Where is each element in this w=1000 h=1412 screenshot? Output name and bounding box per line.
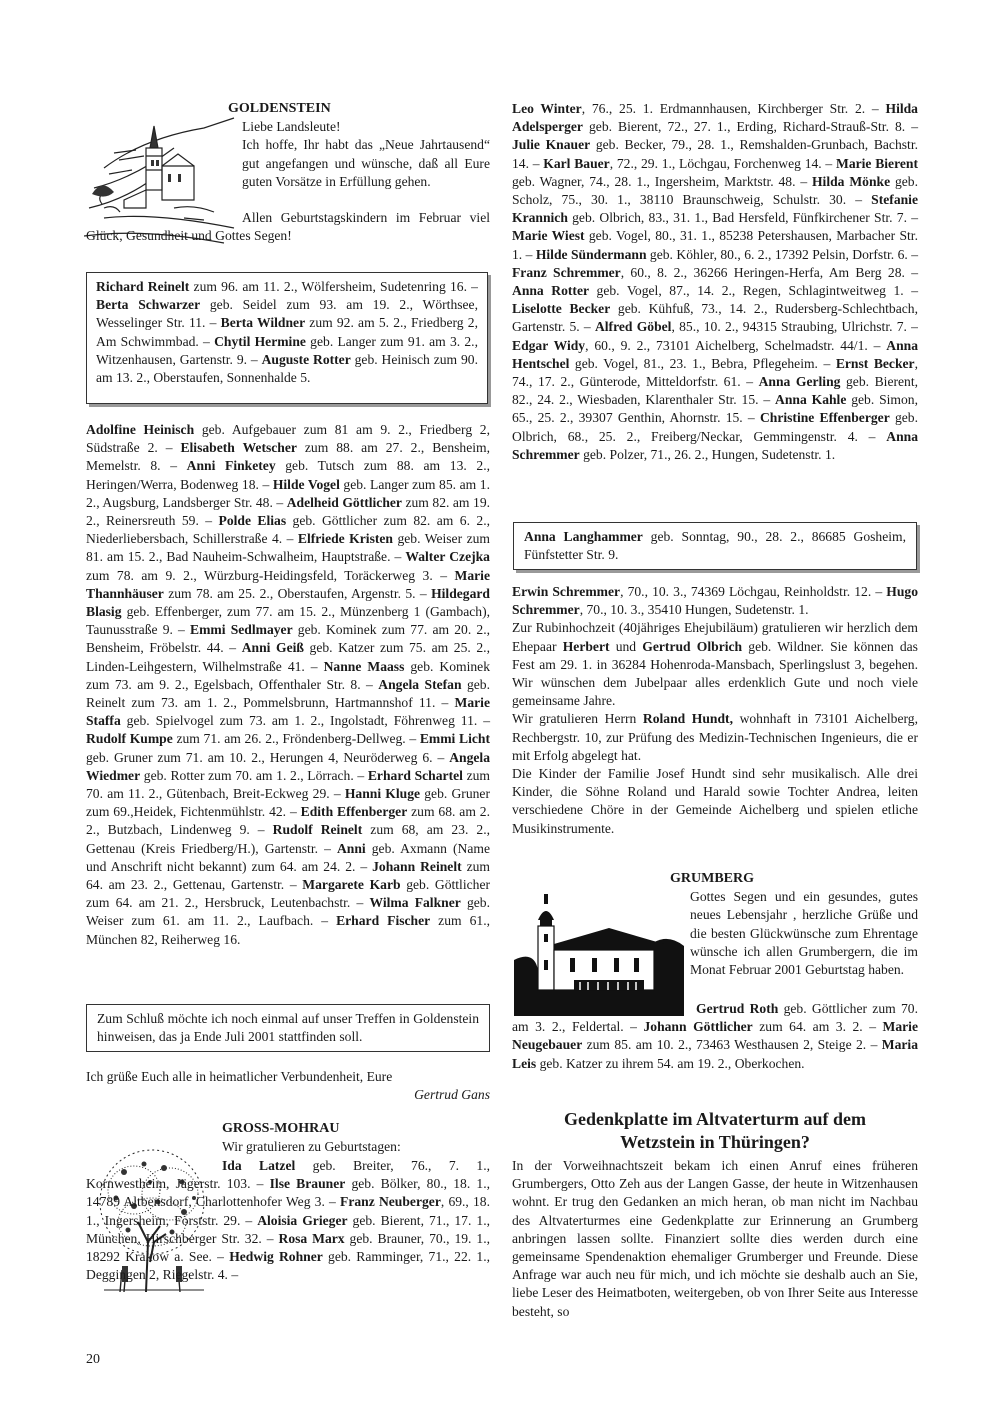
goldenstein-boxed-list: [96, 279, 478, 385]
person-details: geb. Rotter zum 70. am 1. 2., Lörrach. –: [140, 767, 368, 783]
person-details: , 76., 25. 1. Erdmannhausen, Kirchberger Str. 2. –: [581, 101, 886, 116]
person-name: Anni: [336, 840, 366, 856]
person-details: geb. Gruner zum 71. am 10. 2., Herungen 4, Neuröderweg 6. –: [86, 749, 450, 765]
goldenstein-signature: Gertrud Gans: [414, 1087, 490, 1103]
person-details: , 70., 10. 3., 35410 Hungen, Sudetenstr. 1.: [579, 602, 809, 618]
person-name: Julie Knauer: [512, 137, 591, 153]
person-name: Franz Neuberger: [340, 1194, 441, 1210]
gross-mohrau-list-right: [512, 100, 918, 464]
person-name: Edith Effenberger: [300, 804, 408, 820]
person-name: Angela Stefan: [378, 676, 462, 692]
person-name: Emmi Sedlmayer: [190, 622, 293, 638]
person-name: Anni Geiß: [241, 640, 304, 656]
person-name: Marie Wiest: [512, 228, 585, 244]
ruby-pre: Zur Rubinhochzeit (40jähriges Ehejubiläum) gratulieren wir herzlich dem Ehepaar: [512, 620, 918, 654]
person-details: geb. Ramminger, 71., 22. 1., Deggingen 2, Riegelstr. 4. –: [86, 1249, 490, 1283]
person-details: geb. Polzer, 71., 26. 2., Hungen, Sudetenstr. 1.: [579, 446, 836, 462]
goldenstein-closing-box: [86, 1004, 490, 1052]
person-details: geb. Breiter, 76., 7. 1., Kornwestheim, Jägerstr. 103. –: [86, 1158, 491, 1192]
hundt-family-paragraph: Die Kinder der Familie Josef Hundt sind sehr musikalisch. Alle drei Kinder, die Söhne Roland und Harald sowie Tochter Andrea, leiten verschiedene Chöre in der Gemeinde Aichelberg und spielen etliche Musikinstrumente.: [512, 766, 918, 836]
goldenstein-heading: GOLDENSTEIN: [228, 101, 331, 116]
person-name: Hilda Adelsperger: [512, 101, 918, 135]
person-details: geb. Kominek zum 77. am 20. 2., Bensheim, Fröbelstr. 44. –: [86, 622, 490, 656]
person-name: Anna Rotter: [512, 283, 590, 299]
goldenstein-farewell: [86, 1068, 490, 1104]
ruby-mid: und: [609, 638, 643, 654]
person-details: geb. Katzer zu ihrem 54. am 19. 2., Oberkochen.: [536, 1055, 805, 1071]
person-details: geb. Olbrich, 83., 31. 1., Bad Hersfeld, Fünfkirchener Str. 7. –: [567, 210, 918, 226]
person-details: geb. Weiser zum 61. am 11. 2., Laufbach. –: [86, 895, 490, 929]
person-name: Hugo Schremmer: [512, 584, 918, 618]
person-details: , 60., 8. 2., 36266 Heringen-Herfa, Am Berg 28. –: [620, 264, 918, 280]
person-details: geb. Effenberger, zum 77. am 15. 2., Münzenberg 1 (Gambach), Taunusstraße 9. –: [86, 604, 490, 638]
person-details: geb. Bierent, 71., 17. 1., München, Hirschberger Str. 32. –: [86, 1212, 490, 1246]
person-details: zum 92. am 5. 2., Friedberg 2, Am Schwimmbad. –: [96, 315, 478, 349]
gross-mohrau-list-continued: [512, 100, 918, 464]
person-details: zum 78. am 25. 2., Oberstaufen, Argenstr. 5. –: [163, 585, 432, 601]
gross-mohrau-heading: GROSS-MOHRAU: [222, 1121, 340, 1136]
person-name: Franz Schremmer: [512, 264, 621, 280]
person-details: zum 64. am 3. 2. –: [752, 1019, 883, 1035]
person-name: Rosa Marx: [278, 1230, 345, 1246]
person-name: Anna Schremmer: [512, 428, 918, 462]
person-name: Edgar Widy: [512, 337, 586, 353]
person-name: Johann Göttlicher: [643, 1019, 753, 1035]
grumberg-heading: GRUMBERG: [670, 871, 754, 886]
goldenstein-wishes: [86, 209, 490, 245]
person-details: geb. Göttlicher zum 70. am 3. 2., Feldertal. –: [512, 1001, 918, 1035]
person-details: zum 64. am 23. 2., Gettenau, Gartenstr. –: [86, 858, 490, 893]
person-name: Elfriede Kristen: [297, 531, 393, 547]
person-name: Hilde Vogel: [272, 476, 340, 492]
person-details: geb. Köhler, 80., 6. 2., 17392 Pelsin, Dorfstr. 6. –: [646, 246, 918, 262]
person-name: Marie Thannhäuser: [86, 567, 490, 601]
person-name: Berta Wildner: [220, 315, 306, 331]
person-details: geb. Kühfuß, 73., 14. 2., Rudersberg-Schlechtbach, Gartenstr. 5. –: [512, 301, 918, 335]
goldenstein-list-paragraph: [86, 421, 490, 949]
person-name: Auguste Rotter: [261, 351, 351, 367]
gross-mohrau-boxed-birthday: [513, 522, 917, 570]
person-details: geb. Kominek zum 73. am 9. 2., Egelsbach, Offenthaler Str. 8. –: [86, 658, 491, 692]
person-name: Margarete Karb: [302, 877, 401, 893]
person-name: Chytil Hermine: [214, 333, 306, 349]
person-name: Elisabeth Wetscher: [180, 440, 297, 456]
person-details: geb. Langer zum 85. am 1. 2., Augsburg, Landsberger Str. 48. –: [86, 476, 490, 510]
person-name: Rudolf Reinelt: [272, 822, 363, 838]
person-details: geb. Bölker, 80., 18. 1., 14789 Altbensdorf, Charlottenhofer Weg 3. –: [86, 1176, 490, 1210]
person-details: zum 82. am 19. 2., Reinersreuth 59. –: [86, 494, 491, 529]
person-name: Berta Schwarzer: [96, 297, 201, 313]
person-name: Nanne Maass: [323, 658, 405, 674]
hundt-name: Roland Hundt,: [642, 711, 733, 727]
person-details: geb. Göttlicher zum 64. am 21. 2., Hersbruck, Leutenbachstr. –: [86, 877, 491, 911]
article-body-container: [512, 1157, 918, 1321]
person-name: Gertrud Roth: [696, 1001, 779, 1016]
person-details: geb. Becker, 79., 28. 1., Remshalden-Grunbach, Bachstr. 14. –: [512, 137, 918, 171]
person-details: geb. Brauner, 70., 19. 1., 18292 Krakow a. See. –: [86, 1230, 490, 1265]
person-name: Walter Czejka: [405, 549, 490, 565]
person-details: geb. Langer zum 91. am 3. 2., Witzenhausen, Gartenstr. 9. –: [96, 333, 478, 367]
grumberg-list: [512, 1000, 918, 1073]
goldenstein-greeting: Liebe Landsleute!: [242, 119, 341, 135]
gross-mohrau-list2: [512, 583, 918, 619]
grumberg-section: [670, 870, 918, 979]
person-name: Ida Latzel: [222, 1158, 296, 1173]
person-name: Polde Elias: [218, 513, 287, 529]
person-details: , 70., 10. 3., 74369 Löchgau, Reinholdstr. 12. –: [620, 584, 887, 599]
goldenstein-wishes-text: Allen Geburtstagskindern im Februar viel Glück, Gesundheit und Gottes Segen!: [86, 210, 490, 244]
person-details: zum 71. am 26. 2., Fröndenberg-Dellweg. –: [172, 731, 420, 747]
person-details: geb. Heinisch zum 90. am 13. 2., Oberstaufen, Sonnenhalde 5.: [96, 351, 478, 386]
person-details: , 74., 17. 2., Günterode, Mitteldorfstr. 61. –: [512, 355, 918, 390]
person-name: Christine Effenberger: [759, 410, 890, 426]
person-details: geb. Weiser zum 81. am 15. 2., Bad Nauheim-Schwalheim, Hauptstraße. –: [86, 531, 490, 565]
goldenstein-intro: [228, 100, 490, 191]
person-details: geb. Spielvogel zum 73. am 1. 2., Ingolstadt, Föhrenweg 11. –: [120, 713, 490, 729]
person-details: geb. Reinelt zum 73. am 1. 2., Pommelsbrunn, Hartmannshof 11. –: [86, 676, 490, 711]
ruby-post: geb. Wildner. Sie können das Fest am 29. 1. in 36284 Hohenroda-Mansbach, Sperlingslust 3, begehen. Wir wünschen dem Jubelpaar alles erdenklich Gute und noch viele gemeinsame Jahre.: [512, 638, 918, 709]
person-name: Anna Hentschel: [512, 337, 918, 371]
person-details: geb. Seidel zum 93. am 19. 2., Wörthsee, Wesselinger Str. 11. –: [96, 297, 478, 331]
person-name: Anni Finketey: [186, 458, 276, 474]
gross-mohrau-boxed-entry: [524, 529, 906, 562]
gross-mohrau-section: [222, 1120, 490, 1156]
ruby-name-1: Herbert: [562, 638, 610, 654]
person-details: , 72., 29. 1., Löchgau, Forchenweg 14. –: [609, 155, 836, 171]
person-details: geb. Simon, 65., 25. 2., 39307 Genthin, Ahornstr. 15. –: [512, 392, 918, 426]
person-details: geb. Wagner, 74., 28. 1., Ingersheim, Marktstr. 48. –: [512, 173, 812, 189]
goldenstein-farewell-text: Ich grüße Euch alle in heimatlicher Verbundenheit, Eure: [86, 1069, 393, 1084]
person-details: geb. Olbrich, 68., 25. 2., Freiberg/Neckar, Gemmingenstr. 4. –: [512, 410, 918, 444]
person-details: geb. Vogel, 80., 31. 1., 85238 Petershausen, Marbacher Str. 1. –: [512, 228, 918, 262]
person-details: geb. Axmann (Name und Anschrift nicht bekannt) zum 64. am 24. 2. –: [86, 840, 490, 874]
person-details: zum 96. am 11. 2., Wölfersheim, Sudetenring 16. –: [189, 279, 478, 294]
person-details: zum 85. am 10. 2., 73463 Westhausen 2, Steige 2. –: [582, 1037, 882, 1053]
person-name: Maria Leis: [512, 1037, 918, 1071]
person-name: Marie Bierent: [835, 155, 918, 171]
hundt-pre: Wir gratulieren Herrn: [512, 711, 643, 727]
person-name: Liselotte Becker: [512, 301, 611, 317]
person-details: zum 78. am 9. 2., Würzburg-Heidingsfeld, Toräckerweg 3. –: [86, 567, 455, 583]
person-details: , 69., 18. 1., Ingersheim, Forststr. 29. –: [86, 1194, 491, 1228]
person-details: geb. Göttlicher zum 82. am 6. 2., Niederliebersbach, Schillerstraße 4. –: [86, 513, 490, 547]
hundt-paragraph: [512, 710, 918, 765]
person-name: Stefanie Krannich: [512, 192, 918, 226]
person-name: Ernst Becker: [835, 355, 915, 371]
person-details: geb. Scholz, 75., 30. 1., 38110 Braunschweig, Schulstr. 30. –: [512, 173, 918, 208]
grumberg-church-sketch: [514, 890, 684, 1016]
person-name: Anna Langhammer: [524, 529, 643, 544]
grumberg-list-container: [512, 1000, 918, 1073]
person-details: zum 68, am 23. 2., Gettenau (Kreis Friedberg/H.), Gartenstr. –: [86, 822, 490, 856]
person-details: geb. Katzer zum 75. am 25. 2., Linden-Leihgestern, Wilhelmstraße 41. –: [86, 640, 490, 674]
person-name: Hanni Kluge: [344, 786, 421, 802]
person-name: Anna Kahle: [775, 392, 847, 408]
person-name: Johann Reinelt: [372, 858, 462, 874]
goldenstein-closing-text: Zum Schluß möchte ich noch einmal auf unser Treffen in Goldenstein hinweisen, das ja Ende Juli 2001 stattfinden soll.: [97, 1011, 479, 1045]
person-name: Adelheid Göttlicher: [286, 494, 402, 510]
person-name: Marie Staffa: [86, 695, 490, 729]
person-name: Hildegard Blasig: [86, 585, 490, 620]
person-name: Anna Gerling: [758, 374, 841, 390]
person-name: Rudolf Kumpe: [86, 731, 173, 747]
person-name: Erhard Fischer: [336, 913, 431, 929]
person-name: Leo Winter: [512, 101, 582, 116]
goldenstein-birthday-list: [86, 421, 490, 949]
ruby-wedding-paragraph: [512, 619, 918, 710]
person-name: Richard Reinelt: [96, 279, 190, 294]
person-details: geb. Bierent, 82., 24. 2., Wiesbaden, Klarenthaler Str. 15. –: [512, 374, 919, 408]
person-name: Karl Bauer: [543, 155, 610, 171]
person-name: Erhard Schartel: [367, 767, 463, 783]
person-name: Hilde Sündermann: [535, 246, 647, 262]
person-details: , 60., 9. 2., 73101 Aichelberg, Schelmadstr. 44/1. –: [585, 337, 887, 353]
gross-mohrau-list-left: [86, 1157, 490, 1284]
person-details: geb. Vogel, 81., 23. 1., Bebra, Pflegeheim. –: [569, 355, 836, 371]
person-name: Ilse Brauner: [269, 1176, 346, 1192]
person-name: Erwin Schremmer: [512, 584, 621, 599]
person-name: Aloisia Grieger: [257, 1212, 348, 1228]
goldenstein-intro-paragraph: Ich hoffe, Ihr habt das „Neue Jahrtausend“ gut angefangen und wünsche, daß all Eure guten Vorsätze in Erfüllung gehen.: [242, 137, 490, 189]
person-name: Angela Wiedmer: [86, 749, 490, 783]
person-name: Marie Neugebauer: [512, 1019, 918, 1053]
person-name: Alfred Göbel: [594, 319, 672, 335]
person-details: zum 68. am 2. 2., Butzbach, Lindenweg 9. –: [86, 804, 490, 838]
person-name: Wilma Falkner: [369, 895, 461, 911]
article-body: In der Vorweihnachtszeit bekam ich einen Anruf eines früheren Grumbergers, Otto Zeh aus der Langen Gasse, der heute in Witzenhausen wohnt. Er trug den Gedanken an mich heran, ob man nicht im Nachbau des Altvaterturmes eine Gedenkplatte zur Erinnerung an Grumberg anbringen lassen sollte. Finanziert sollte dies werden durch eine gemeinsame Spendenaktion ehemaliger Grumberger und Freunde. Diese Anfrage war auch neu für mich, und ich möchte sie deshalb auch an Sie, liebe Leser des Heimatboten, weitergeben, ob von Ihrer Seite aus Interesse besteht, so: [512, 1158, 918, 1319]
person-details: zum 61., München 82, Reiherweg 16.: [86, 913, 490, 947]
person-details: zum 70. am 11. 2., Gütenbach, Breit-Eckweg 29. –: [86, 767, 490, 802]
ruby-name-2: Gertrud Olbrich: [642, 638, 743, 654]
page-number: 20: [86, 1352, 100, 1367]
hundt-post: wohnhaft in 73101 Aichelberg, Rechbergstr. 10, zur Prüfung des Medizin-Technischen Ingenieurs, die er mit Erfolg abgelegt hat.: [512, 711, 918, 763]
person-name: Emmi Licht: [419, 731, 490, 747]
person-details: , 85., 10. 2., 94315 Straubing, Ulrichstr. 7. –: [671, 319, 918, 335]
person-details: zum 88. am 27. 2., Bensheim, Memelstr. 8. –: [86, 440, 490, 474]
person-details: geb. Bierent, 72., 27. 1., Erding, Richard-Strauß-Str. 8. –: [582, 119, 918, 135]
person-name: Adolfine Heinisch: [86, 422, 195, 437]
person-name: Hedwig Rohner: [229, 1249, 323, 1265]
person-details: geb. Gruner zum 69.,Heidek, Fichtenmühlstr. 42. –: [86, 786, 490, 820]
gross-mohrau-intro: Wir gratulieren zu Geburtstagen:: [222, 1139, 401, 1155]
person-details: geb. Vogel, 87., 14. 2., Regen, Schlagintweitweg 1. –: [589, 283, 918, 299]
person-details: geb. Tutsch zum 88. am 13. 2., Heringen/Werra, Bodenweg 18. –: [86, 458, 490, 492]
gross-mohrau-list-start: [86, 1157, 490, 1284]
gross-mohrau-news: [512, 583, 918, 838]
goldenstein-boxed-birthdays: [86, 272, 488, 404]
article-title: Gedenkplatte im Altvaterturm auf dem Wetzstein in Thüringen?: [564, 1109, 866, 1152]
person-details: geb. Aufgebauer zum 81 am 9. 2., Friedberg 2, Südstraße 2. –: [86, 422, 490, 456]
person-name: Hilda Mönke: [811, 173, 891, 189]
grumberg-intro: Gottes Segen und ein gesundes, gutes neues Lebensjahr , herzliche Grüße und die besten Glückwünsche zum Ehrentage wünsche ich allen Grumbergern, die im Monat Februar 2001 Geburtstag haben.: [690, 889, 918, 978]
person-details: geb. Sonntag, 90., 28. 2., 86685 Gosheim, Fünfstetter Str. 9.: [524, 529, 906, 563]
